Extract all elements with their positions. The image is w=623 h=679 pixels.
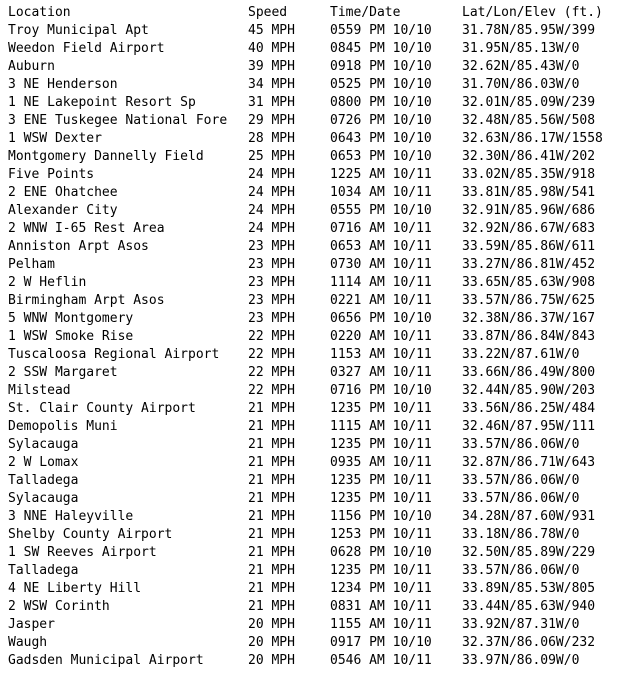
time-date-cell: 1235 PM 10/11 <box>330 491 432 506</box>
speed-cell: 25 MPH <box>248 149 295 164</box>
lat-lon-elev-cell: 33.18N/86.78W/0 <box>462 527 580 542</box>
table-row <box>0 490 623 508</box>
lat-lon-elev-cell: 33.02N/85.35W/918 <box>462 167 596 182</box>
lat-lon-elev-cell: 32.37N/86.06W/232 <box>462 635 596 650</box>
header-lat-lon-elev: Lat/Lon/Elev (ft.) <box>462 5 603 20</box>
table-row <box>0 616 623 634</box>
speed-cell: 23 MPH <box>248 293 295 308</box>
speed-cell: 22 MPH <box>248 383 295 398</box>
speed-cell: 21 MPH <box>248 401 295 416</box>
lat-lon-elev-cell: 33.89N/85.53W/805 <box>462 581 596 596</box>
location-cell: Five Points <box>8 167 95 182</box>
table-row <box>0 256 623 274</box>
location-cell: 1 WSW Smoke Rise <box>8 329 134 344</box>
lat-lon-elev-cell: 33.59N/85.86W/611 <box>462 239 596 254</box>
header-row <box>0 4 623 22</box>
speed-cell: 21 MPH <box>248 599 295 614</box>
lat-lon-elev-cell: 32.30N/86.41W/202 <box>462 149 596 164</box>
table-row <box>0 364 623 382</box>
location-cell: Sylacauga <box>8 491 79 506</box>
lat-lon-elev-cell: 32.87N/86.71W/643 <box>462 455 596 470</box>
time-date-cell: 0653 PM 10/10 <box>330 149 432 164</box>
time-date-cell: 1115 AM 10/11 <box>330 419 432 434</box>
table-row <box>0 58 623 76</box>
time-date-cell: 0220 AM 10/11 <box>330 329 432 344</box>
table-row <box>0 634 623 652</box>
location-cell: Gadsden Municipal Airport <box>8 653 204 668</box>
location-cell: 5 WNW Montgomery <box>8 311 134 326</box>
speed-cell: 23 MPH <box>248 311 295 326</box>
lat-lon-elev-cell: 32.48N/85.56W/508 <box>462 113 596 128</box>
lat-lon-elev-cell: 32.91N/85.96W/686 <box>462 203 596 218</box>
lat-lon-elev-cell: 33.22N/87.61W/0 <box>462 347 580 362</box>
time-date-cell: 1153 AM 10/11 <box>330 347 432 362</box>
lat-lon-elev-cell: 32.38N/86.37W/167 <box>462 311 596 326</box>
header-location: Location <box>8 5 71 20</box>
lat-lon-elev-cell: 32.62N/85.43W/0 <box>462 59 580 74</box>
speed-cell: 20 MPH <box>248 653 295 668</box>
location-cell: 2 WSW Corinth <box>8 599 110 614</box>
time-date-cell: 1253 PM 10/11 <box>330 527 432 542</box>
lat-lon-elev-cell: 33.81N/85.98W/541 <box>462 185 596 200</box>
speed-cell: 22 MPH <box>248 329 295 344</box>
location-cell: 2 SSW Margaret <box>8 365 118 380</box>
lat-lon-elev-cell: 31.95N/85.13W/0 <box>462 41 580 56</box>
table-row <box>0 94 623 112</box>
location-cell: 3 ENE Tuskegee National Fore <box>8 113 228 128</box>
lat-lon-elev-cell: 33.44N/85.63W/940 <box>462 599 596 614</box>
speed-cell: 20 MPH <box>248 617 295 632</box>
speed-cell: 28 MPH <box>248 131 295 146</box>
location-cell: Milstead <box>8 383 71 398</box>
speed-cell: 34 MPH <box>248 77 295 92</box>
table-row <box>0 598 623 616</box>
time-date-cell: 1155 AM 10/11 <box>330 617 432 632</box>
lat-lon-elev-cell: 33.65N/85.63W/908 <box>462 275 596 290</box>
lat-lon-elev-cell: 34.28N/87.60W/931 <box>462 509 596 524</box>
table-row <box>0 562 623 580</box>
time-date-cell: 0831 AM 10/11 <box>330 599 432 614</box>
time-date-cell: 1235 PM 10/11 <box>330 401 432 416</box>
location-cell: 1 WSW Dexter <box>8 131 102 146</box>
table-row <box>0 544 623 562</box>
table-row <box>0 346 623 364</box>
speed-cell: 23 MPH <box>248 239 295 254</box>
speed-cell: 39 MPH <box>248 59 295 74</box>
table-row <box>0 148 623 166</box>
time-date-cell: 0559 PM 10/10 <box>330 23 432 38</box>
table-row <box>0 508 623 526</box>
location-cell: Pelham <box>8 257 55 272</box>
time-date-cell: 0656 PM 10/10 <box>330 311 432 326</box>
table-row <box>0 652 623 670</box>
table-row <box>0 328 623 346</box>
lat-lon-elev-cell: 33.97N/86.09W/0 <box>462 653 580 668</box>
time-date-cell: 1235 PM 10/11 <box>330 563 432 578</box>
time-date-cell: 0643 PM 10/10 <box>330 131 432 146</box>
lat-lon-elev-cell: 33.56N/86.25W/484 <box>462 401 596 416</box>
lat-lon-elev-cell: 31.70N/86.03W/0 <box>462 77 580 92</box>
location-cell: 2 W Lomax <box>8 455 79 470</box>
header-speed: Speed <box>248 5 288 20</box>
location-cell: 2 W Heflin <box>8 275 87 290</box>
lat-lon-elev-cell: 32.92N/86.67W/683 <box>462 221 596 236</box>
time-date-cell: 1234 PM 10/11 <box>330 581 432 596</box>
location-cell: Waugh <box>8 635 48 650</box>
time-date-cell: 0221 AM 10/11 <box>330 293 432 308</box>
table-row <box>0 472 623 490</box>
speed-cell: 21 MPH <box>248 419 295 434</box>
time-date-cell: 0555 PM 10/10 <box>330 203 432 218</box>
table-row <box>0 526 623 544</box>
speed-cell: 24 MPH <box>248 167 295 182</box>
table-row <box>0 310 623 328</box>
time-date-cell: 0653 AM 10/11 <box>330 239 432 254</box>
speed-cell: 23 MPH <box>248 257 295 272</box>
lat-lon-elev-cell: 32.44N/85.90W/203 <box>462 383 596 398</box>
time-date-cell: 0730 AM 10/11 <box>330 257 432 272</box>
speed-cell: 24 MPH <box>248 203 295 218</box>
table-row <box>0 238 623 256</box>
table-row <box>0 220 623 238</box>
location-cell: Jasper <box>8 617 55 632</box>
lat-lon-elev-cell: 31.78N/85.95W/399 <box>462 23 596 38</box>
lat-lon-elev-cell: 33.57N/86.06W/0 <box>462 491 580 506</box>
table-row <box>0 22 623 40</box>
time-date-cell: 1156 PM 10/10 <box>330 509 432 524</box>
time-date-cell: 0845 PM 10/10 <box>330 41 432 56</box>
location-cell: 3 NNE Haleyville <box>8 509 134 524</box>
location-cell: Talladega <box>8 473 79 488</box>
time-date-cell: 0546 AM 10/11 <box>330 653 432 668</box>
speed-cell: 22 MPH <box>248 365 295 380</box>
time-date-cell: 1114 AM 10/11 <box>330 275 432 290</box>
table-row <box>0 382 623 400</box>
lat-lon-elev-cell: 32.50N/85.89W/229 <box>462 545 596 560</box>
speed-cell: 24 MPH <box>248 185 295 200</box>
speed-cell: 20 MPH <box>248 635 295 650</box>
location-cell: Tuscaloosa Regional Airport <box>8 347 220 362</box>
speed-cell: 40 MPH <box>248 41 295 56</box>
header-time-date: Time/Date <box>330 5 401 20</box>
report-rows <box>0 22 623 670</box>
location-cell: Alexander City <box>8 203 118 218</box>
speed-cell: 45 MPH <box>248 23 295 38</box>
time-date-cell: 0525 PM 10/10 <box>330 77 432 92</box>
lat-lon-elev-cell: 33.92N/87.31W/0 <box>462 617 580 632</box>
speed-cell: 21 MPH <box>248 473 295 488</box>
location-cell: 1 NE Lakepoint Resort Sp <box>8 95 196 110</box>
location-cell: Sylacauga <box>8 437 79 452</box>
table-row <box>0 202 623 220</box>
location-cell: Talladega <box>8 563 79 578</box>
location-cell: 4 NE Liberty Hill <box>8 581 142 596</box>
lat-lon-elev-cell: 33.87N/86.84W/843 <box>462 329 596 344</box>
table-row <box>0 418 623 436</box>
lat-lon-elev-cell: 32.63N/86.17W/1558 <box>462 131 603 146</box>
table-row <box>0 40 623 58</box>
speed-cell: 21 MPH <box>248 437 295 452</box>
time-date-cell: 0726 PM 10/10 <box>330 113 432 128</box>
location-cell: Birmingham Arpt Asos <box>8 293 165 308</box>
table-row <box>0 112 623 130</box>
lat-lon-elev-cell: 32.46N/87.95W/111 <box>462 419 596 434</box>
time-date-cell: 1034 AM 10/11 <box>330 185 432 200</box>
speed-cell: 21 MPH <box>248 455 295 470</box>
lat-lon-elev-cell: 32.01N/85.09W/239 <box>462 95 596 110</box>
location-cell: Anniston Arpt Asos <box>8 239 149 254</box>
location-cell: 3 NE Henderson <box>8 77 118 92</box>
speed-cell: 21 MPH <box>248 545 295 560</box>
location-cell: Shelby County Airport <box>8 527 173 542</box>
table-row <box>0 292 623 310</box>
time-date-cell: 0800 PM 10/10 <box>330 95 432 110</box>
lat-lon-elev-cell: 33.57N/86.75W/625 <box>462 293 596 308</box>
table-row <box>0 400 623 418</box>
location-cell: Troy Municipal Apt <box>8 23 149 38</box>
speed-cell: 21 MPH <box>248 563 295 578</box>
time-date-cell: 0935 AM 10/11 <box>330 455 432 470</box>
time-date-cell: 0628 PM 10/10 <box>330 545 432 560</box>
speed-cell: 24 MPH <box>248 221 295 236</box>
location-cell: Weedon Field Airport <box>8 41 165 56</box>
lat-lon-elev-cell: 33.57N/86.06W/0 <box>462 473 580 488</box>
location-cell: 1 SW Reeves Airport <box>8 545 157 560</box>
location-cell: Auburn <box>8 59 55 74</box>
time-date-cell: 0917 PM 10/10 <box>330 635 432 650</box>
location-cell: 2 WNW I-65 Rest Area <box>8 221 165 236</box>
speed-cell: 21 MPH <box>248 581 295 596</box>
table-row <box>0 580 623 598</box>
speed-cell: 31 MPH <box>248 95 295 110</box>
table-row <box>0 436 623 454</box>
lat-lon-elev-cell: 33.27N/86.81W/452 <box>462 257 596 272</box>
speed-cell: 21 MPH <box>248 509 295 524</box>
lat-lon-elev-cell: 33.66N/86.49W/800 <box>462 365 596 380</box>
table-row <box>0 166 623 184</box>
time-date-cell: 0716 PM 10/10 <box>330 383 432 398</box>
lat-lon-elev-cell: 33.57N/86.06W/0 <box>462 437 580 452</box>
time-date-cell: 1235 PM 10/11 <box>330 437 432 452</box>
time-date-cell: 0918 PM 10/10 <box>330 59 432 74</box>
table-row <box>0 76 623 94</box>
time-date-cell: 0327 AM 10/11 <box>330 365 432 380</box>
table-row <box>0 454 623 472</box>
speed-cell: 21 MPH <box>248 527 295 542</box>
time-date-cell: 1235 PM 10/11 <box>330 473 432 488</box>
table-row <box>0 184 623 202</box>
table-row <box>0 130 623 148</box>
location-cell: St. Clair County Airport <box>8 401 196 416</box>
location-cell: Demopolis Muni <box>8 419 118 434</box>
speed-cell: 22 MPH <box>248 347 295 362</box>
table-row <box>0 274 623 292</box>
location-cell: 2 ENE Ohatchee <box>8 185 118 200</box>
time-date-cell: 0716 AM 10/11 <box>330 221 432 236</box>
lat-lon-elev-cell: 33.57N/86.06W/0 <box>462 563 580 578</box>
location-cell: Montgomery Dannelly Field <box>8 149 204 164</box>
speed-cell: 21 MPH <box>248 491 295 506</box>
speed-cell: 29 MPH <box>248 113 295 128</box>
time-date-cell: 1225 AM 10/11 <box>330 167 432 182</box>
speed-cell: 23 MPH <box>248 275 295 290</box>
